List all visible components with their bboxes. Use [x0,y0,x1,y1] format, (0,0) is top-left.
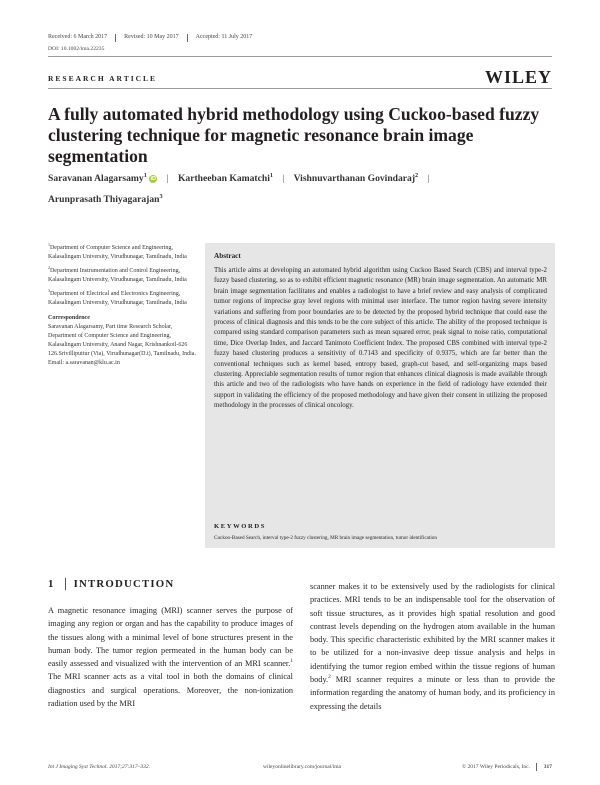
section-heading [48,578,174,590]
orcid-icon[interactable]: iD [150,175,156,182]
article-dates [48,34,260,42]
author-name: Arunprasath Thiyagarajan [48,194,160,205]
affiliations [48,244,198,368]
abstract-heading: Abstract [214,252,241,260]
correspondence-email[interactable]: Email: a.saravanan@klu.ac.in [48,360,120,366]
journal-url[interactable]: wileyonlinelibrary.com/journal/ima [263,764,341,770]
affiliation: $^1$Department of Computer Science and Engineering, Kalasalingam University, Virudhunagar, Tamilnadu, India [48,243,187,260]
accepted-date: Accepted: 11 July 2017 [195,34,253,40]
copyright: © 2017 Wiley Periodicals, Inc. [461,764,530,770]
citation-link[interactable]: 2 [328,674,331,681]
abstract-box [205,243,555,548]
header-rule [48,56,552,57]
correspondence-heading: Correspondence [48,315,90,321]
citation-link[interactable]: 1 [290,658,293,665]
author-list: Saravanan Alagarsamy$^1$ iD | Kartheeban Kamatchi$^1$ | Vishnuvarthanan Govindaraj$^2$ | Arunprasath Thiyagarajan$^3$ [48,171,430,205]
doi: DOI: 10.1002/ima.22235 [48,46,105,52]
affiliation: $^3$Department of Electrical and Electronics Engineering, Kalasalingam University, Virudhunagar, Tamilnadu, India [48,289,187,306]
author-name: Kartheeban Kamatchi [177,173,270,184]
publisher-logo: WILEY [484,67,552,87]
abstract-text: This article aims at developing an automated hybrid algorithm using Cuckoo Based Search (CBS) and interval type-2 fuzzy based clustering, so as to exhibit efficient magnetic resonance (MR) brain image segmentation. An automatic MR brain image segmentation facilitates and enables a radiologist to have a brief review and easy analysis of complicated tumor regions of imprecise gray level regions with minimal user interface. The tumor region having severe intensity variations and suffering from poor boundaries are to be detected by the proposed hybrid technique that could ease the process of clinical diagnosis and this tends to be the core subject of this article. The ability of the proposed technique is compared using standard comparison parameters such as mean squared error, peak signal to noise ratio, computational time, Dice Overlap Index, and Jaccard Tanimoto Coefficient Index. The proposed CBS combined with interval type-2 fuzzy based clustering produces a sensitivity of 0.7143 and specificity of 0.9375, which are far better than the conventional techniques such as kernel based, entropy based, graph-cut based, and self-organizing maps based clustering. Appreciable segmentation results of tumor region that enhances clinical diagnosis is made available through this article and two of the radiologists who have hands on experience in the field of radiology have extended their support in validating the efficiency of the proposed methodology and have given their consent in utilizing the proposed methodology in the processes of clinical oncology. [214,267,547,410]
section-number: 1 [48,578,55,590]
body-column-right: scanner makes it to be extensively used by the radiologists for clinical practices. MRI tends to be an indispensable tool for the observation of soft tissue structures, as it provides high spatial resolution and good contrast levels depending on the hydrogen atom available in the human body. This specific characteristic exhibited by the MRI scanner makes it to be utilized for a non-invasive deep tissue analysis and helps in identifying the tumor region embed within the tissue regions of human body.$^2$ MRI scanner requires a minute or less than to provide the information regarding the anatomy of human body, and its proficiency in expressing the details [310,582,555,711]
keywords-heading: KEYWORDS [214,523,267,530]
affiliation: $^2$Department Instrumentation and Control Engineering, Kalasalingam University, Virudhunagar, Tamilnadu, India [48,266,187,283]
body-column-left: A magnetic resonance imaging (MRI) scanner serves the purpose of imaging any region or organ and has the capability to produce images of the tissues along with a minimal level of bone structures present in the human body. The tumor region permeated in the human body can be easily assessed and visualized with the intervention of an MRI scanner.$^1$ The MRI scanner acts as a vital tool in both the domains of clinical diagnostics and surgical operations. Moreover, the non-ionization radiation used by the MRI [48,606,293,709]
received-date: Received: 6 March 2017 [48,34,108,40]
article-title: A fully automated hybrid methodology using Cuckoo-based fuzzy clustering technique for magnetic resonance brain image segmentation [48,104,540,166]
page-number: 317 [543,764,552,770]
revised-date: Revised: 10 May 2017 [124,34,179,40]
keywords-text: Cuckoo-Based Search, interval type-2 fuzzy clustering, MR brain image segmentation, tumor identification [214,535,437,541]
article-type: RESEARCH ARTICLE [48,74,158,83]
section-title: INTRODUCTION [73,578,175,590]
title-rule [48,88,552,89]
correspondence-text: Saravanan Alagarsamy, Part time Research Scholar, Department of Computer Science and Engineering, Kalasalingam University, Anand Nagar, Krishnankoil-626 126.Srivilliputtur (Via), Virudhunagar(D.t), Tamilnadu, India. [48,324,196,357]
journal-citation: Int J Imaging Syst Technol. 2017;27:317–332. [48,764,150,770]
author-name: Saravanan Alagarsamy [48,173,144,184]
author-name: Vishnuvarthanan Govindaraj [293,173,416,184]
